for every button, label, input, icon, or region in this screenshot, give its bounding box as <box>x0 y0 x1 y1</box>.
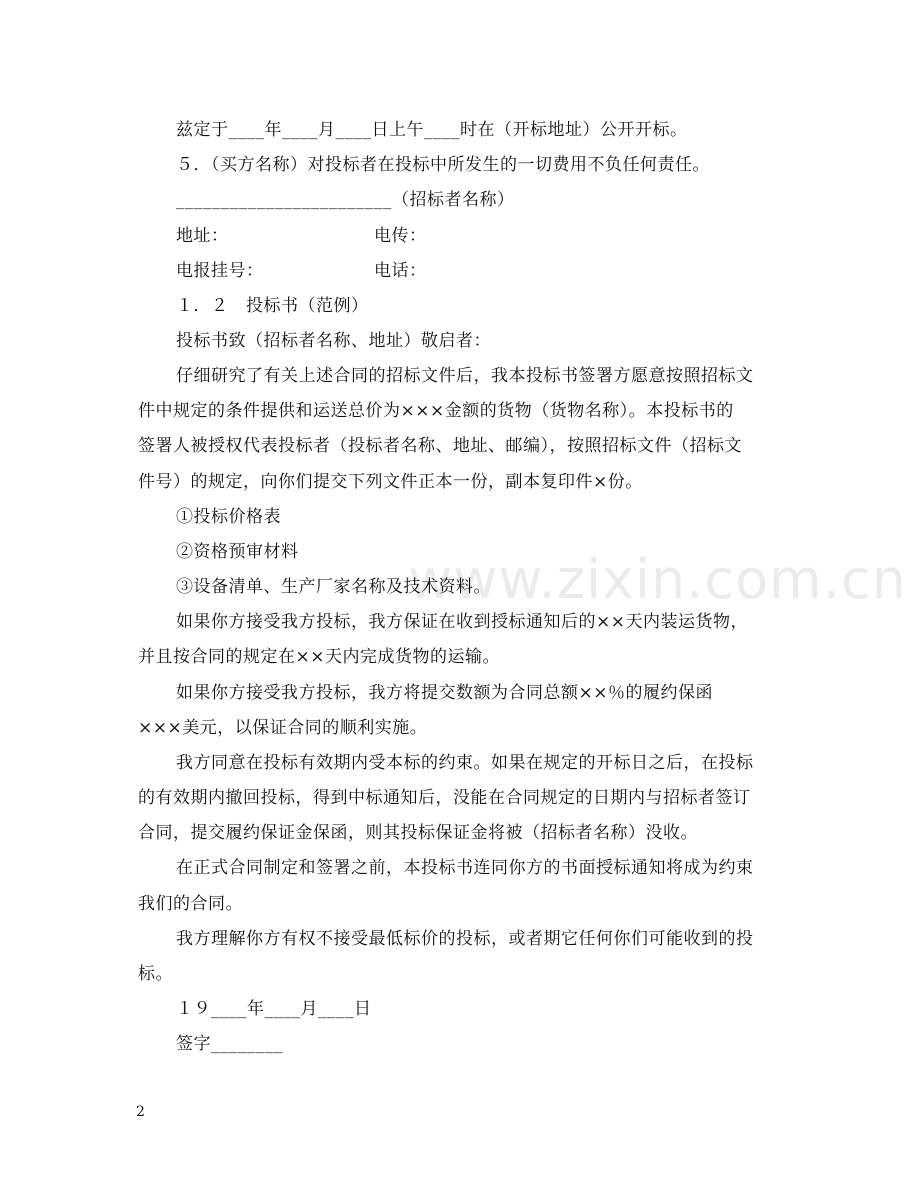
page-number: 2 <box>136 1104 145 1120</box>
text-line: 标。 <box>138 964 173 984</box>
text-line: 的有效期内撤回投标，得到中标通知后，没能在合同规定的日期内与招标者签订 <box>138 788 751 808</box>
text-line: 仔细研究了有关上述合同的招标文件后，我本投标书签署方愿意按照招标文 <box>176 366 754 386</box>
text-line: 投标书致（招标者名称、地址）敬启者： <box>176 331 491 351</box>
list-item: ②资格预审材料 <box>176 542 299 562</box>
text-line: 电话： <box>374 261 427 281</box>
text-line: ×××美元，以保证合同的顺利实施。 <box>138 718 428 738</box>
text-line: 如果你方接受我方投标，我方将提交数额为合同总额××％的履约保函 <box>176 683 713 703</box>
text-line: 如果你方接受我方投标，我方保证在收到授标通知后的××天内装运货物， <box>176 612 748 632</box>
section-heading: １．２ 投标书（范例） <box>176 296 369 316</box>
text-line: 我方同意在投标有效期内受本标的约束。如果在规定的开标日之后，在投标 <box>176 753 754 773</box>
text-line: 件号）的规定，向你们提交下列文件正本一份，副本复印件×份。 <box>138 472 643 492</box>
text-line: 在正式合同制定和签署之前，本投标书连同你方的书面授标通知将成为约束 <box>176 858 754 878</box>
watermark: www.zixin.com.cn <box>408 548 907 611</box>
text-line: 合同，提交履约保证金保函，则其投标保证金将被（招标者名称）没收。 <box>138 823 698 843</box>
text-line: 地址： <box>176 226 229 246</box>
text-line: ________________________（招标者名称） <box>176 190 515 210</box>
date-line: １９____年____月____日 <box>176 999 372 1019</box>
list-item: ①投标价格表 <box>176 507 281 527</box>
text-line: 件中规定的条件提供和运送总价为×××金额的货物（货物名称）。本投标书的 <box>138 401 734 421</box>
text-line: 签署人被授权代表投标者（投标者名称、地址、邮编），按照招标文件（招标文 <box>138 436 742 456</box>
list-item: ③设备清单、生产厂家名称及技术资料。 <box>176 577 491 597</box>
text-line: 电报挂号： <box>176 261 264 281</box>
signature-line: 签字________ <box>176 1034 283 1054</box>
text-line: 电传： <box>374 226 427 246</box>
text-line: ５．（买方名称）对投标者在投标中所发生的一切费用不负任何责任。 <box>176 155 710 175</box>
text-line: 我方理解你方有权不接受最低标价的投标，或者期它任何你们可能收到的投 <box>176 929 754 949</box>
text-line: 兹定于____年____月____日上午____时在（开标地址）公开开标。 <box>176 120 688 140</box>
text-line: 我们的合同。 <box>138 894 243 914</box>
text-line: 并且按合同的规定在××天内完成货物的运输。 <box>138 647 500 667</box>
